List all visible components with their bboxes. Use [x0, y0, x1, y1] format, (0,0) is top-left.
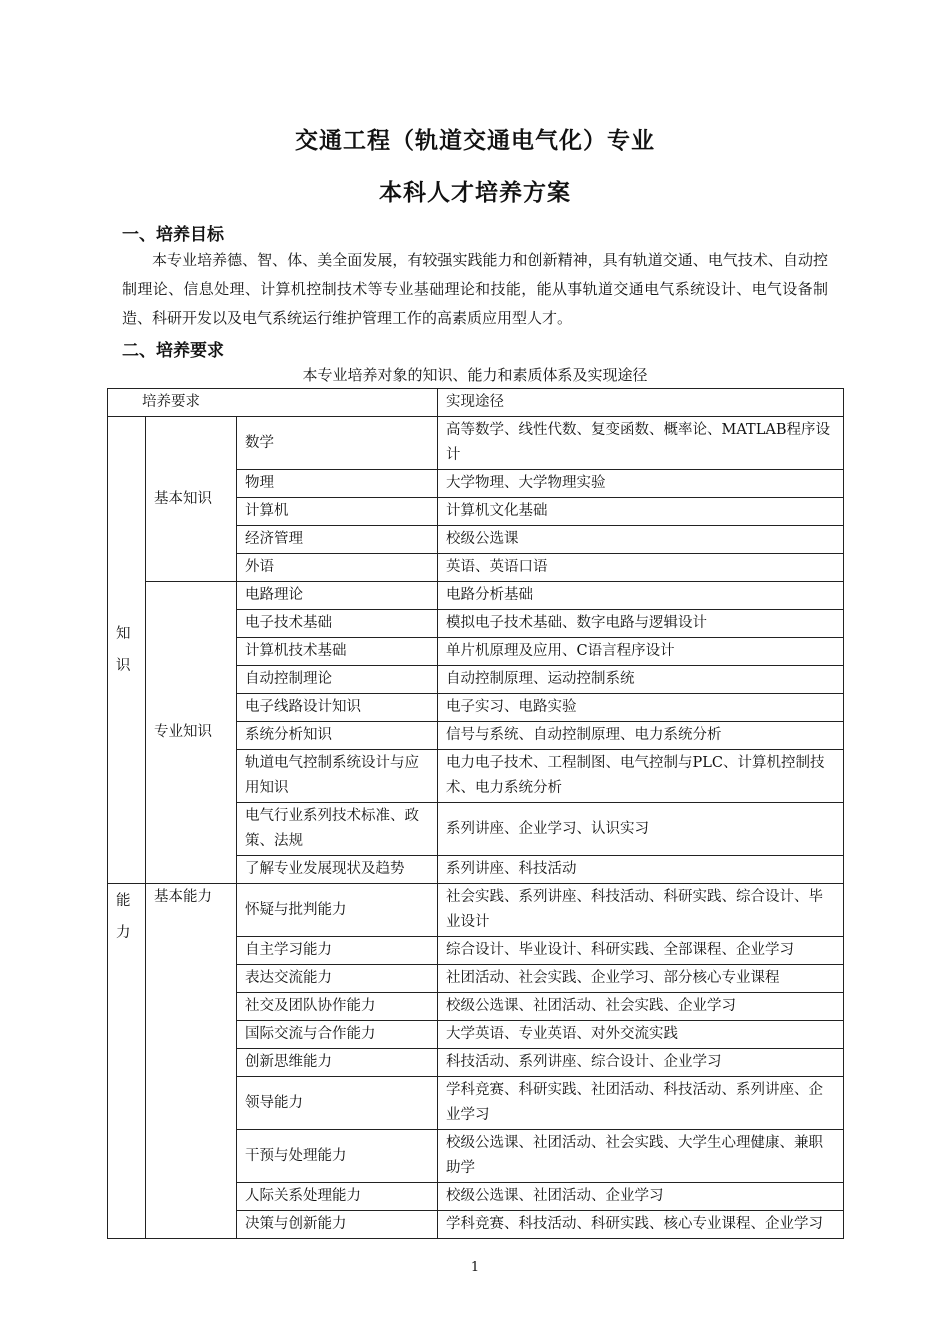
row-item: 经济管理: [237, 526, 438, 554]
row-item: 决策与创新能力: [237, 1211, 438, 1239]
doc-title-line1: 交通工程（轨道交通电气化）专业: [295, 128, 655, 154]
table-row: [108, 582, 844, 610]
row-path: 科技活动、系列讲座、综合设计、企业学习: [438, 1049, 844, 1077]
row-path: 高等数学、线性代数、复变函数、概率论、MATLAB程序设计: [438, 417, 844, 470]
section-heading-goals: 一、培养目标: [122, 225, 224, 245]
row-item: 国际交流与合作能力: [237, 1021, 438, 1049]
table-header-row: [108, 389, 844, 417]
category-ability: 能力: [108, 884, 146, 1239]
row-item: 电气行业系列技术标准、政策、法规: [237, 803, 438, 856]
row-item: 干预与处理能力: [237, 1130, 438, 1183]
row-path: 社会实践、系列讲座、科技活动、科研实践、综合设计、毕业设计: [438, 884, 844, 937]
row-item: 系统分析知识: [237, 722, 438, 750]
row-path: 综合设计、毕业设计、科研实践、全部课程、企业学习: [438, 937, 844, 965]
requirements-table: [107, 388, 844, 1239]
row-item: 电路理论: [237, 582, 438, 610]
category-knowledge: 知识: [108, 417, 146, 884]
table-row: [108, 884, 844, 937]
row-path: 校级公选课、社团活动、社会实践、企业学习: [438, 993, 844, 1021]
row-item: 外语: [237, 554, 438, 582]
row-path: 电力电子技术、工程制图、电气控制与PLC、计算机控制技术、电力系统分析: [438, 750, 844, 803]
row-item: 计算机技术基础: [237, 638, 438, 666]
row-path: 单片机原理及应用、C语言程序设计: [438, 638, 844, 666]
row-path: 英语、英语口语: [438, 554, 844, 582]
row-item: 了解专业发展现状及趋势: [237, 856, 438, 884]
row-path: 大学物理、大学物理实验: [438, 470, 844, 498]
row-item: 物理: [237, 470, 438, 498]
group-professional-knowledge: 专业知识: [146, 582, 237, 884]
row-item: 怀疑与批判能力: [237, 884, 438, 937]
row-item: 自主学习能力: [237, 937, 438, 965]
section-goals-paragraph: 本专业培养德、智、体、美全面发展，有较强实践能力和创新精神，具有轨道交通、电气技术、自动控制理论、信息处理、计算机控制技术等专业基础理论和技能，能从事轨道交通电气系统设计、电气设备制造、科研开发以及电气系统运行维护管理工作的高素质应用型人才。: [122, 251, 828, 327]
table-row: [108, 417, 844, 470]
row-path: 系列讲座、科技活动: [438, 856, 844, 884]
row-path: 社团活动、社会实践、企业学习、部分核心专业课程: [438, 965, 844, 993]
row-path: 校级公选课、社团活动、社会实践、大学生心理健康、兼职助学: [438, 1130, 844, 1183]
row-path: 计算机文化基础: [438, 498, 844, 526]
group-basic-knowledge: 基本知识: [146, 417, 237, 582]
row-item: 轨道电气控制系统设计与应用知识: [237, 750, 438, 803]
row-item: 创新思维能力: [237, 1049, 438, 1077]
row-item: 自动控制理论: [237, 666, 438, 694]
row-path: 校级公选课: [438, 526, 844, 554]
row-path: 自动控制原理、运动控制系统: [438, 666, 844, 694]
row-item: 电子技术基础: [237, 610, 438, 638]
row-path: 学科竞赛、科研实践、社团活动、科技活动、系列讲座、企业学习: [438, 1077, 844, 1130]
row-path: 系列讲座、企业学习、认识实习: [438, 803, 844, 856]
row-path: 信号与系统、自动控制原理、电力系统分析: [438, 722, 844, 750]
row-path: 学科竞赛、科技活动、科研实践、核心专业课程、企业学习: [438, 1211, 844, 1239]
row-path: 校级公选课、社团活动、企业学习: [438, 1183, 844, 1211]
row-item: 社交及团队协作能力: [237, 993, 438, 1021]
header-path: 实现途径: [438, 389, 844, 417]
page-number: 1: [470, 1260, 480, 1275]
row-item: 表达交流能力: [237, 965, 438, 993]
row-item: 电子线路设计知识: [237, 694, 438, 722]
table-caption: 本专业培养对象的知识、能力和素质体系及实现途径: [302, 366, 648, 384]
row-item: 领导能力: [237, 1077, 438, 1130]
row-path: 电路分析基础: [438, 582, 844, 610]
row-item: 计算机: [237, 498, 438, 526]
section-heading-requirements: 二、培养要求: [122, 341, 224, 361]
row-path: 电子实习、电路实验: [438, 694, 844, 722]
row-path: 大学英语、专业英语、对外交流实践: [438, 1021, 844, 1049]
row-path: 模拟电子技术基础、数字电路与逻辑设计: [438, 610, 844, 638]
row-item: 数学: [237, 417, 438, 470]
doc-title-line2: 本科人才培养方案: [379, 180, 571, 206]
group-basic-ability: 基本能力: [146, 884, 237, 1239]
header-requirement: 培养要求: [108, 389, 438, 417]
row-item: 人际关系处理能力: [237, 1183, 438, 1211]
